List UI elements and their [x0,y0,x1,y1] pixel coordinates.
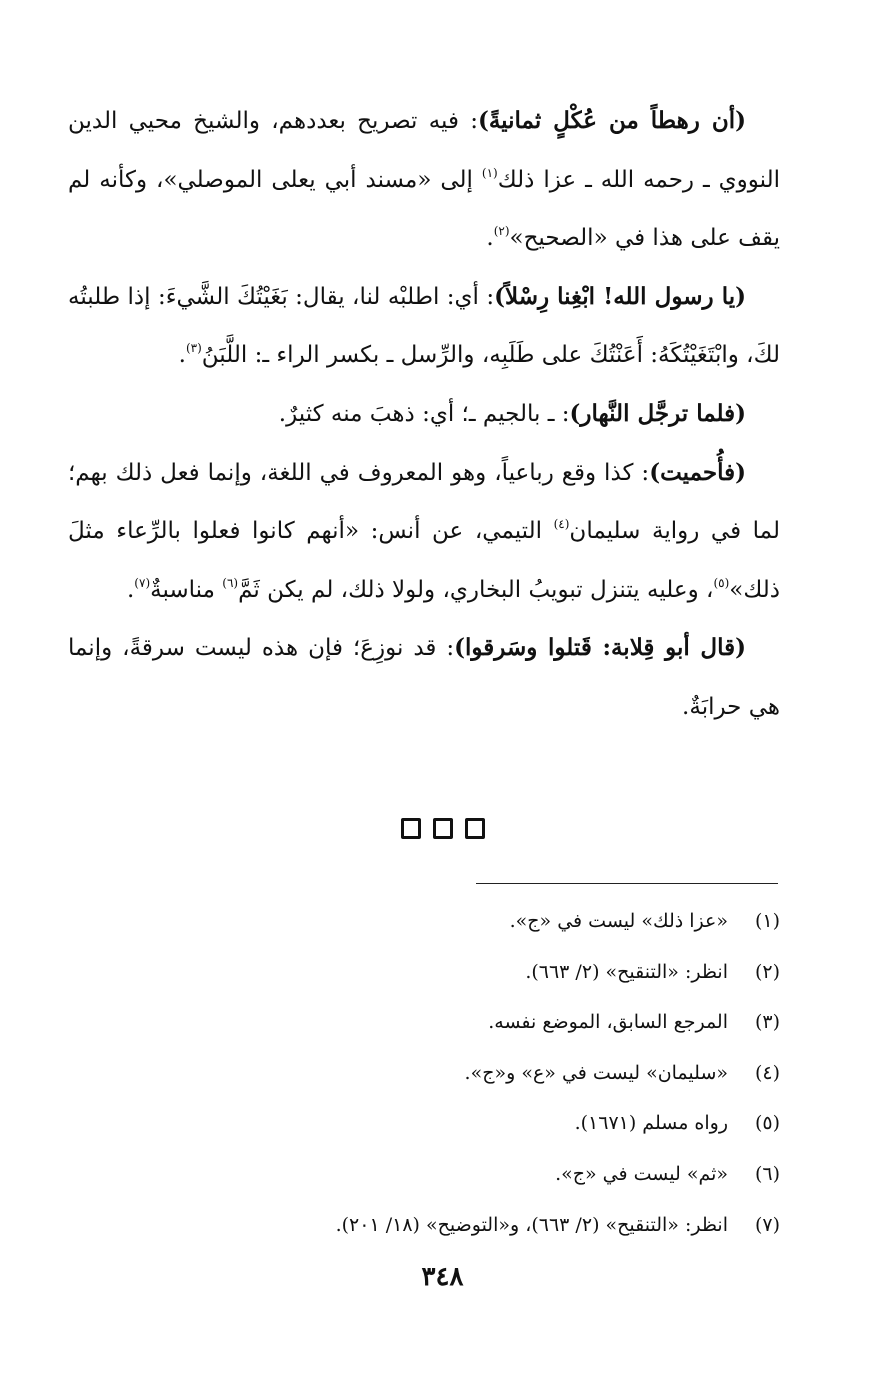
footnote-item [200,1048,780,1099]
footnote-number: (٣) [754,1011,780,1034]
commentary-text: : فيه تصريح بعددهم، والشيخ محيي الدين النووي ـ رحمه الله ـ عزا ذلك [68,108,780,193]
commentary-text: ، وعليه يتنزل تبويبُ البخاري، ولولا ذلك، لم يكن ثَمَّ [238,576,714,603]
footnote-separator [476,883,778,884]
footnotes [200,896,780,1250]
commentary-text: مناسبةٌ [150,576,223,603]
footnote-ref[interactable]: (٧) [134,575,151,590]
footnote-ref[interactable]: (١) [481,165,498,180]
main-text [68,92,780,737]
commentary-text: : أي: اطلبْه لنا، يقال: بَغَيْتُكَ الشَّيءَ: إذا طلبتُه لكَ، وابْتَغَيْتُكَهُ: أَعَنْتُكَ على طَلَبِه، والرِّسل ـ بكسر الراء ـ: اللَّبَنُ [68,283,780,369]
footnote-number: (٥) [754,1112,780,1135]
quoted-phrase: (فلما ترجَّل النَّهار) [569,399,746,427]
footnote-item [200,997,780,1048]
square-ornament-icon [433,818,453,839]
paragraph-1 [68,92,780,268]
footnote-text: «سليمان» ليست في «ع» و«ج». [464,1061,728,1084]
footnote-text: المرجع السابق، الموضع نفسه. [488,1011,728,1034]
commentary-text: : ـ بالجيم ـ؛ أي: ذهبَ منه كثيرٌ. [278,400,570,427]
paragraph-2 [68,268,780,385]
footnote-number: (٤) [754,1061,780,1084]
footnote-number: (١) [754,910,780,932]
footnote-number: (٧) [754,1213,780,1236]
paragraph-4 [68,444,780,620]
footnote-text: انظر: «التنقيح» (٢/ ٦٦٣). [525,960,728,983]
commentary-text: : قد نوزِعَ؛ فإن هذه ليست سرقةً، وإنما هي حرابَةٌ. [68,635,780,720]
footnote-item [200,1149,780,1200]
punctuation: . [126,576,135,603]
punctuation: . [178,342,186,369]
quoted-phrase: (أن رهطاً من عُكْلٍ ثمانيةً) [477,107,746,134]
footnote-ref[interactable]: (٦) [222,575,239,590]
square-ornament-icon [465,818,485,839]
commentary-text: إلى «مسند أبي يعلى الموصلي»، وكأنه لم يقف على هذا في «الصحيح» [68,166,780,252]
paragraph-3 [68,385,780,444]
footnote-number: (٦) [754,1162,780,1185]
footnote-ref[interactable]: (٢) [493,224,510,239]
quoted-phrase: (قال أبو قِلابة: قَتلوا وسَرقوا) [454,634,747,662]
punctuation: . [486,225,494,252]
footnote-text: رواه مسلم (١٦٧١). [574,1112,728,1135]
paragraph-5 [68,619,780,736]
quoted-phrase: (فأُحميت) [649,458,746,486]
footnote-text: «ثم» ليست في «ج». [555,1162,728,1185]
commentary-text: التيمي، عن أنس: «أنهم كانوا فعلوا بالرِّعاء مثلَ ذلك» [68,518,780,603]
footnote-text: «عزا ذلك» ليست في «ج». [509,910,728,932]
footnote-ref[interactable]: (٥) [713,575,730,590]
page-number: ٣٤٨ [421,1262,464,1292]
footnote-ref[interactable]: (٣) [185,341,202,356]
footnote-item [200,1200,780,1251]
section-divider-ornament [0,818,885,842]
commentary-text: : كذا وقع رباعياً، وهو المعروف في اللغة، وإنما فعل ذلك بهم؛ لما في رواية سليمان [68,459,780,545]
square-ornament-icon [401,818,421,839]
footnote-ref[interactable]: (٤) [553,517,570,532]
footnote-item [200,947,780,998]
footnote-text: انظر: «التنقيح» (٢/ ٦٦٣)، و«التوضيح» (١٨/ ٢٠١). [335,1213,728,1236]
footnote-item [200,1098,780,1149]
quoted-phrase: (يا رسول الله! ابْغِنا رِسْلاً) [494,282,746,310]
footnote-item [200,896,780,947]
footnote-number: (٢) [754,960,780,983]
